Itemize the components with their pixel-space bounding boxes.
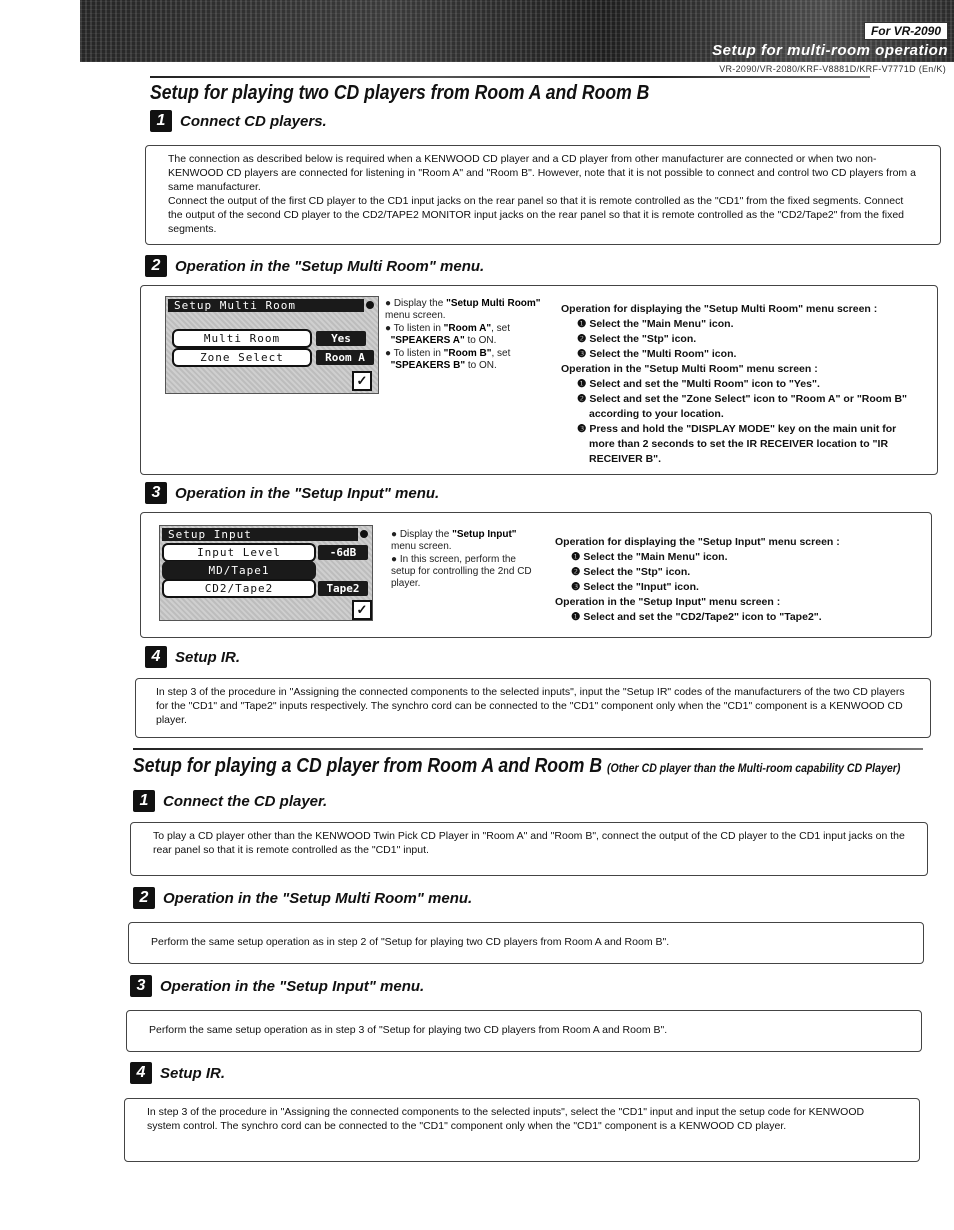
ops-item: ❷ Select the "Stp" icon.	[571, 566, 691, 578]
step-title: Setup IR.	[175, 648, 241, 666]
step-title: Connect CD players.	[180, 112, 327, 130]
note-item: ● In this screen, perform the setup for controlling the 2nd CD player.	[391, 554, 532, 589]
step-number: 1	[133, 790, 155, 812]
section2-step2-box	[128, 922, 924, 964]
section2-heading: Setup for playing a CD player from Room A and Room B (Other CD player than the Multi-room capability CD Player)	[133, 755, 901, 777]
section1-step1-box	[145, 145, 941, 245]
ops-item: ❶ Select and set the "CD2/Tape2" icon to "Tape2".	[571, 611, 822, 623]
cd2-tape2-button[interactable]: CD2/Tape2	[162, 579, 316, 598]
step-title: Connect the CD player.	[163, 792, 328, 810]
paragraph: To play a CD player other than the KENWOOD Twin Pick CD Player in "Room A" and "Room B", connect the output of the CD player to the CD1 input jacks on the rear panel so that it is remote controlled as the "CD1" input.	[153, 830, 905, 856]
input-level-button[interactable]: Input Level	[162, 543, 316, 562]
confirm-check-icon[interactable]: ✓	[352, 371, 372, 391]
step-title: Setup IR.	[160, 1064, 226, 1082]
section2-step1-heading	[133, 790, 327, 812]
indicator-dot	[366, 301, 374, 309]
ops-heading: Operation for displaying the "Setup Multi Room" menu screen :	[561, 303, 878, 315]
divider	[133, 748, 923, 750]
section2-step3-heading	[130, 975, 424, 997]
section1-heading: Setup for playing two CD players from Room A and Room B	[150, 82, 650, 104]
screen-title: Setup Input	[162, 528, 358, 541]
divider	[150, 76, 870, 78]
step-title: Operation in the "Setup Multi Room" menu.	[175, 257, 485, 275]
ops-item: ❷ Select and set the "Zone Select" icon to "Room A" or "Room B" according to your location.	[577, 393, 908, 420]
paragraph: The connection as described below is required when a KENWOOD CD player and a CD player from other manufacturer are connected or when two non-KENWOOD CD players are connected for listening in "Room A" and "Room B". However, note that it is not possible to connect and control two CD players from a same manufacturer.	[168, 153, 916, 193]
section2-step1-box	[130, 822, 928, 876]
multi-room-button[interactable]: Multi Room	[172, 329, 312, 348]
step3-notes	[391, 529, 541, 591]
banner-title: Setup for multi-room operation	[712, 42, 948, 59]
step-number: 3	[145, 482, 167, 504]
paragraph: In step 3 of the procedure in "Assigning the connected components to the selected inputs", input the "Setup IR" codes of the manufacturers of the two CD players for the "CD1" and "Tape2" inputs respectively. The synchro cord can be connected to the "CD1" component only when the "CD1" component is a KENWOOD CD player.	[156, 686, 905, 726]
setup-multi-room-screen	[165, 296, 379, 394]
md-tape1-button[interactable]: MD/Tape1	[162, 561, 316, 580]
confirm-check-icon[interactable]: ✓	[352, 600, 372, 620]
note-item: ● To listen in "Room B", set "SPEAKERS B" to ON.	[385, 348, 511, 371]
section1-step4-box	[135, 678, 931, 738]
section2-step4-box	[124, 1098, 920, 1162]
step-number: 4	[145, 646, 167, 668]
section1-step4-heading	[145, 646, 240, 668]
section1-step2-box	[140, 285, 938, 475]
input-level-value: -6dB	[318, 545, 368, 560]
ops-heading: Operation for displaying the "Setup Input" menu screen :	[555, 536, 840, 548]
ops-item: ❸ Select the "Input" icon.	[571, 581, 699, 593]
ops-heading: Operation in the "Setup Input" menu screen :	[555, 596, 781, 608]
step-title: Operation in the "Setup Input" menu.	[175, 484, 440, 502]
step2-notes	[385, 298, 545, 373]
setup-input-screen	[159, 525, 373, 621]
step-number: 2	[133, 887, 155, 909]
step-title: Operation in the "Setup Input" menu.	[160, 977, 425, 995]
note-item: ● To listen in "Room A", set "SPEAKERS A" to ON.	[385, 323, 511, 346]
zone-select-button[interactable]: Zone Select	[172, 348, 312, 367]
note-item: ● Display the "Setup Multi Room" menu screen.	[385, 298, 541, 321]
section2-step3-box	[126, 1010, 922, 1052]
paragraph: Connect the output of the first CD player to the CD1 input jacks on the rear panel so that it is remote controlled as the "CD1" from the fixed segments. Connect the output of the second CD player to the CD2/TAPE2 MONITOR input jacks on the rear panel so that it is remote controlled as the "CD2/Tape2" from the fixed segments.	[168, 195, 905, 235]
ops-item: ❶ Select and set the "Multi Room" icon to "Yes".	[577, 378, 820, 390]
step3-operations	[555, 535, 915, 625]
header-banner	[80, 0, 954, 62]
ops-item: ❷ Select the "Stp" icon.	[577, 333, 697, 345]
model-tag: For VR-2090	[864, 22, 948, 40]
cd2-tape2-value: Tape2	[318, 581, 368, 596]
step-number: 1	[150, 110, 172, 132]
section2-step2-heading	[133, 887, 472, 909]
section1-step3-heading	[145, 482, 439, 504]
section1-step3-box	[140, 512, 932, 638]
section1-step1-heading	[150, 110, 327, 132]
ops-heading: Operation in the "Setup Multi Room" menu screen :	[561, 363, 818, 375]
section2-heading-sub: (Other CD player than the Multi-room capability CD Player)	[606, 761, 901, 775]
multi-room-value: Yes	[316, 331, 366, 346]
paragraph: Perform the same setup operation as in step 3 of "Setup for playing two CD players from Room A and Room B".	[149, 1024, 668, 1036]
indicator-dot	[360, 530, 368, 538]
paragraph: Perform the same setup operation as in step 2 of "Setup for playing two CD players from Room A and Room B".	[151, 936, 670, 948]
ops-item: ❸ Press and hold the "DISPLAY MODE" key on the main unit for more than 2 seconds to set the IR RECEIVER location to "IR RECEIVER B".	[577, 423, 897, 465]
ops-item: ❶ Select the "Main Menu" icon.	[577, 318, 734, 330]
paragraph: In step 3 of the procedure in "Assigning the connected components to the selected inputs", select the "CD1" input and input the setup code for KENWOOD system control. The synchro cord can be connected to the "CD1" component only when the "CD1" component is a KENWOOD CD player.	[147, 1106, 865, 1132]
step-title: Operation in the "Setup Multi Room" menu.	[163, 889, 473, 907]
step2-operations	[561, 302, 921, 467]
section1-step2-heading	[145, 255, 484, 277]
zone-select-value: Room A	[316, 350, 374, 365]
note-item: ● Display the "Setup Input" menu screen.	[391, 529, 517, 552]
step-number: 3	[130, 975, 152, 997]
step-number: 4	[130, 1062, 152, 1084]
screen-title: Setup Multi Room	[168, 299, 364, 312]
section2-step4-heading	[130, 1062, 225, 1084]
ops-item: ❶ Select the "Main Menu" icon.	[571, 551, 728, 563]
model-list: VR-2090/VR-2080/KRF-V8881D/KRF-V7771D (En/K)	[719, 64, 946, 74]
ops-item: ❸ Select the "Multi Room" icon.	[577, 348, 737, 360]
step-number: 2	[145, 255, 167, 277]
